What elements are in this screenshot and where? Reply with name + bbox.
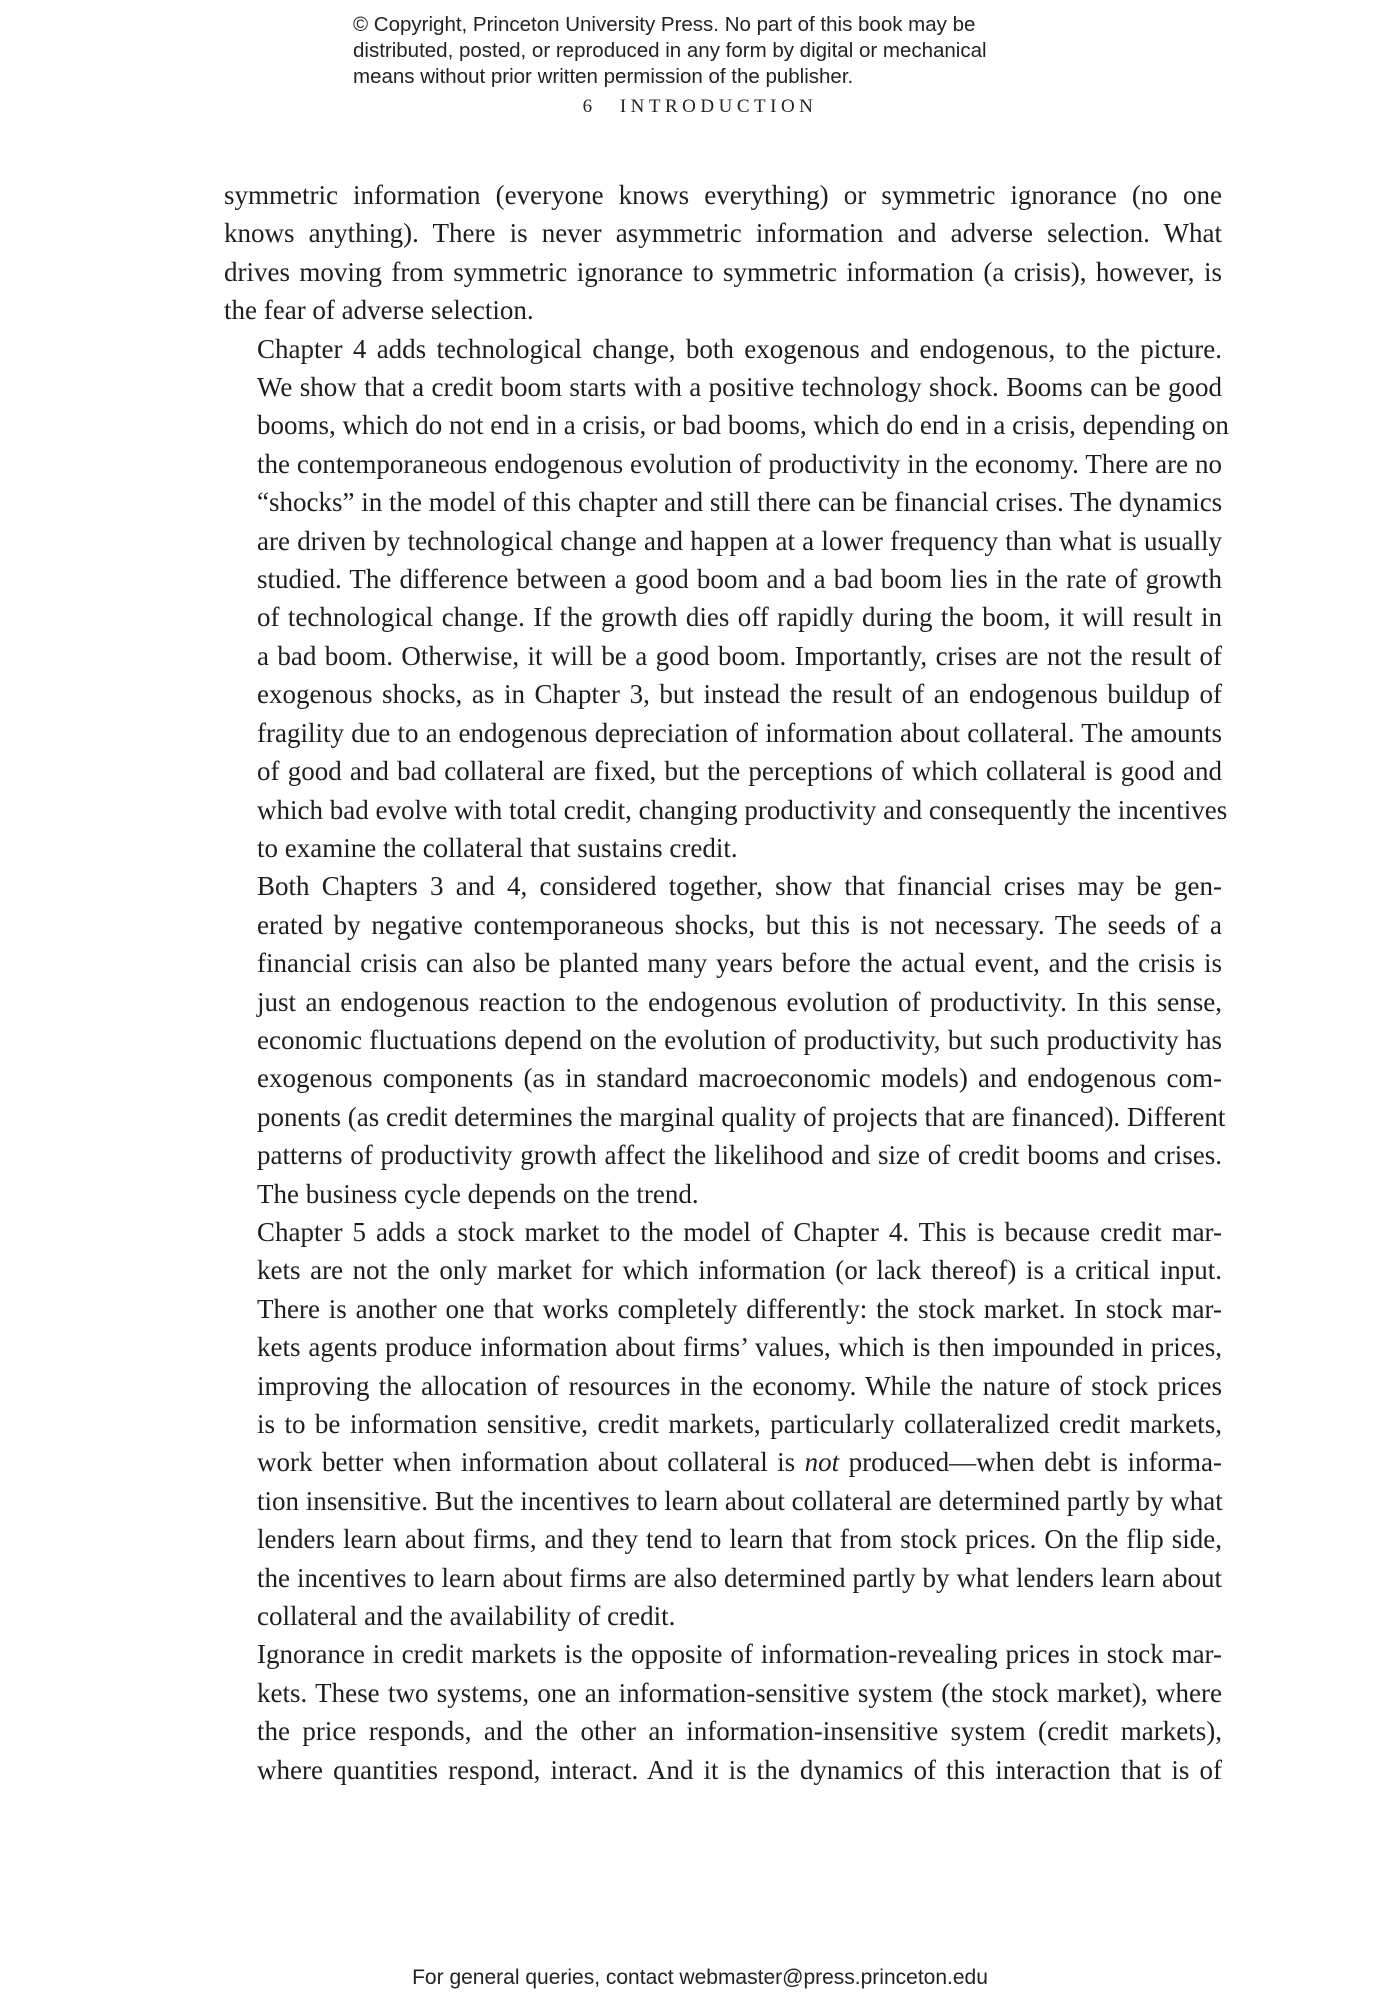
paragraph <box>224 867 1226 1213</box>
text-line: kets. These two systems, one an information-sensitive system (the stock market), where <box>257 1677 1222 1708</box>
text-line: symmetric information (everyone knows everything) or symmetric ignorance (no one <box>224 180 1222 210</box>
text-line: a bad boom. Otherwise, it will be a good boom. Importantly, crises are not the result of <box>257 640 1222 671</box>
text-line: patterns of productivity growth affect the likelihood and size of credit booms and crises. <box>257 1140 1222 1171</box>
text-line: We show that a credit boom starts with a positive technology shock. Booms can be good <box>257 372 1222 403</box>
paragraph <box>224 1635 1222 1789</box>
text-line: Chapter 4 adds technological change, both exogenous and endogenous, to the picture. <box>257 333 1222 364</box>
copyright-notice <box>353 12 1073 90</box>
text-line: Both Chapters 3 and 4, considered together, show that financial crises may be gen- <box>257 871 1222 902</box>
text-line: fragility due to an endogenous depreciation of information about collateral. The amounts <box>257 717 1222 748</box>
text-line: of technological change. If the growth dies off rapidly during the boom, it will result in <box>257 602 1222 633</box>
paragraph <box>224 330 1229 868</box>
text-line: There is another one that works completely differently: the stock market. In stock mar- <box>257 1293 1222 1324</box>
text-line: The business cycle depends on the trend. <box>257 1178 699 1209</box>
paragraph <box>224 1213 1222 1635</box>
text-line: Ignorance in credit markets is the opposite of information-revealing prices in stock mar- <box>257 1639 1222 1670</box>
text-line: kets agents produce information about firms’ values, which is then impounded in prices, <box>257 1332 1222 1363</box>
text-line: improving the allocation of resources in the economy. While the nature of stock prices <box>257 1370 1222 1401</box>
text-line: booms, which do not end in a crisis, or bad booms, which do end in a crisis, depending on <box>257 410 1229 441</box>
text-line: erated by negative contemporaneous shocks, but this is not necessary. The seeds of a <box>257 909 1222 940</box>
text-line: the contemporaneous endogenous evolution of productivity in the economy. There are no <box>257 448 1222 479</box>
text-line: the incentives to learn about firms are also determined partly by what lenders learn about <box>257 1562 1222 1593</box>
text-line: knows anything). There is never asymmetric information and adverse selection. What <box>224 218 1222 249</box>
text-line: are driven by technological change and happen at a lower frequency than what is usually <box>257 525 1222 556</box>
footer-contact: For general queries, contact webmaster@press.princeton.edu <box>412 1966 988 1989</box>
text-line: just an endogenous reaction to the endogenous evolution of productivity. In this sense, <box>257 986 1222 1017</box>
text-line: tion insensitive. But the incentives to learn about collateral are determined partly by what <box>257 1485 1223 1516</box>
copyright-line: distributed, posted, or reproduced in any form by digital or mechanical <box>353 39 987 62</box>
text-line: work better when information about collateral is not produced—when debt is informa- <box>257 1447 1222 1478</box>
emphasis: not <box>804 1447 840 1478</box>
text-line: is to be information sensitive, credit markets, particularly collateralized credit markets, <box>257 1409 1222 1439</box>
text-line: studied. The difference between a good boom and a bad boom lies in the rate of growth <box>257 564 1222 595</box>
text-line: of good and bad collateral are fixed, but the perceptions of which collateral is good and <box>257 756 1222 787</box>
text-line: “shocks” in the model of this chapter and still there can be financial crises. The dynamics <box>257 487 1223 518</box>
paragraph <box>224 176 1222 330</box>
running-head <box>0 96 1400 118</box>
text-line: drives moving from symmetric ignorance to symmetric information (a crisis), however, is <box>224 256 1222 287</box>
text-line: the price responds, and the other an information-insensitive system (credit markets), <box>257 1716 1222 1747</box>
text-line: where quantities respond, interact. And it is the dynamics of this interaction that is of <box>257 1754 1222 1785</box>
text-line: financial crisis can also be planted many years before the actual event, and the crisis is <box>257 948 1222 979</box>
text-line: exogenous shocks, as in Chapter 3, but instead the result of an endogenous buildup of <box>257 679 1222 710</box>
body-text <box>224 176 1229 1789</box>
text-line: Chapter 5 adds a stock market to the model of Chapter 4. This is because credit mar- <box>257 1216 1222 1247</box>
text-line: the fear of adverse selection. <box>224 295 534 326</box>
text-line: collateral and the availability of credit. <box>257 1601 676 1632</box>
text-line: to examine the collateral that sustains credit. <box>257 832 738 863</box>
text-line: kets are not the only market for which information (or lack thereof) is a critical input. <box>257 1255 1222 1286</box>
running-title: INTRODUCTION <box>619 96 818 117</box>
text-line: economic fluctuations depend on the evolution of productivity, but such productivity has <box>257 1024 1222 1055</box>
text-line: ponents (as credit determines the marginal quality of projects that are financed). Different <box>257 1101 1226 1132</box>
page-number: 6 <box>582 96 594 117</box>
text-line: which bad evolve with total credit, changing productivity and consequently the incentives <box>257 794 1228 825</box>
copyright-line: means without prior written permission of the publisher. <box>353 65 854 88</box>
copyright-line: © Copyright, Princeton University Press. No part of this book may be <box>353 13 976 36</box>
text-line: exogenous components (as in standard macroeconomic models) and endogenous com- <box>257 1063 1222 1094</box>
text-line: lenders learn about firms, and they tend to learn that from stock prices. On the flip side, <box>257 1524 1222 1555</box>
